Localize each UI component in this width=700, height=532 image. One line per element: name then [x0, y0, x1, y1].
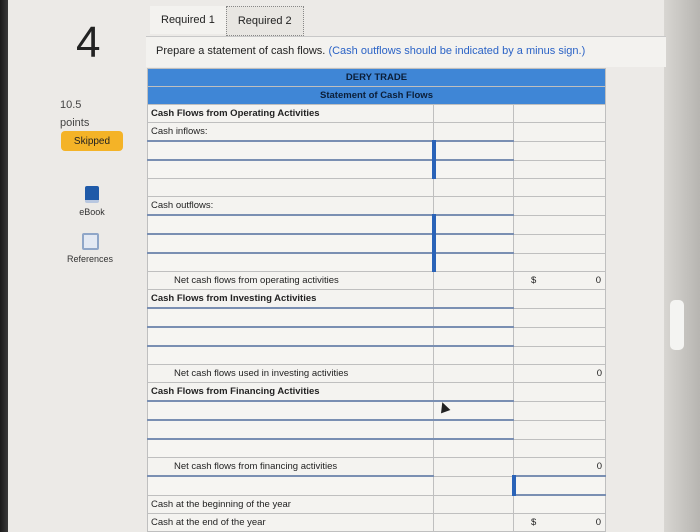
cash-flow-statement [147, 68, 606, 532]
screen-edge-left [0, 0, 8, 532]
table-row [148, 514, 606, 532]
table-row [148, 495, 606, 514]
empty-cell [514, 234, 606, 253]
outflow-amount-input[interactable] [434, 215, 514, 234]
ending-cash-value: 0 [595, 517, 601, 528]
net-change-input[interactable] [148, 476, 434, 495]
inflow-amount-input[interactable] [434, 160, 514, 179]
ebook-label: eBook [79, 207, 105, 217]
empty-cell [514, 290, 606, 309]
empty-cell [514, 179, 606, 197]
empty-cell [514, 123, 606, 142]
table-row [148, 365, 606, 383]
cash-inflows-label: Cash inflows: [148, 123, 434, 142]
empty-cell [434, 458, 514, 477]
table-row [148, 160, 606, 179]
question-number: 4 [76, 18, 101, 67]
investing-amount-input[interactable] [434, 346, 514, 365]
dollar-sign: $ [531, 517, 537, 528]
inflow-item-input[interactable] [148, 141, 434, 160]
empty-cell [434, 514, 514, 532]
table-row [148, 308, 606, 327]
empty-cell [514, 253, 606, 272]
investing-amount-input[interactable] [434, 308, 514, 327]
investing-item-input[interactable] [148, 327, 434, 346]
outflow-amount-input[interactable] [434, 234, 514, 253]
table-row [148, 401, 606, 420]
table-row [148, 141, 606, 160]
financing-item-input[interactable] [148, 401, 434, 420]
ending-cash-label: Cash at the end of the year [148, 514, 434, 532]
investing-amount-input[interactable] [434, 327, 514, 346]
table-row [148, 272, 606, 290]
references-label: References [66, 254, 114, 264]
inflow-item-input[interactable] [148, 160, 434, 179]
financing-amount-input[interactable] [434, 420, 514, 439]
empty-cell [434, 179, 514, 197]
operating-section-title: Cash Flows from Operating Activities [148, 105, 434, 123]
ending-cash-total [514, 514, 606, 532]
empty-cell [434, 383, 514, 402]
screen-edge-right [664, 0, 700, 532]
empty-cell [514, 439, 606, 458]
empty-cell [514, 346, 606, 365]
net-change-amount-input[interactable] [514, 476, 606, 495]
cash-outflows-label: Cash outflows: [148, 197, 434, 216]
financing-section-title: Cash Flows from Financing Activities [148, 383, 434, 402]
empty-cell [514, 141, 606, 160]
references-link[interactable] [60, 233, 120, 264]
ebook-link[interactable] [62, 186, 122, 217]
points-info [60, 96, 89, 132]
investing-item-input[interactable] [148, 308, 434, 327]
tab-required-1[interactable]: Required 1 [150, 6, 226, 34]
empty-cell [514, 197, 606, 216]
net-operating-total [514, 272, 606, 290]
empty-cell [148, 179, 434, 197]
references-icon [82, 233, 99, 250]
instruction-note: (Cash outflows should be indicated by a minus sign.) [328, 45, 586, 57]
empty-cell [514, 308, 606, 327]
net-operating-value: 0 [595, 275, 601, 286]
inflow-amount-input[interactable] [434, 141, 514, 160]
status-badge: Skipped [61, 131, 123, 151]
empty-cell [434, 290, 514, 309]
financing-item-input[interactable] [148, 439, 434, 458]
investing-section-title: Cash Flows from Investing Activities [148, 290, 434, 309]
empty-cell [434, 197, 514, 216]
table-row [148, 234, 606, 253]
empty-cell [514, 401, 606, 420]
empty-cell [514, 420, 606, 439]
net-financing-value: 0 [514, 458, 606, 477]
outflow-item-input[interactable] [148, 253, 434, 272]
net-investing-value: 0 [514, 365, 606, 383]
table-row [148, 458, 606, 477]
empty-cell [434, 123, 514, 142]
ebook-icon [85, 186, 99, 203]
net-operating-label: Net cash flows from operating activities [148, 272, 434, 290]
empty-cell [434, 105, 514, 123]
table-row [148, 215, 606, 234]
net-investing-label: Net cash flows used in investing activities [148, 365, 434, 383]
requirement-tabs [150, 6, 304, 36]
glare-spot [670, 300, 684, 350]
outflow-item-input[interactable] [148, 234, 434, 253]
empty-cell [514, 215, 606, 234]
investing-item-input[interactable] [148, 346, 434, 365]
empty-cell [514, 383, 606, 402]
financing-amount-input[interactable] [434, 439, 514, 458]
empty-cell [514, 160, 606, 179]
instruction-text [156, 45, 585, 57]
beginning-cash-input[interactable] [514, 495, 606, 514]
company-name: DERY TRADE [148, 69, 606, 87]
dollar-sign: $ [531, 275, 537, 286]
empty-cell [514, 105, 606, 123]
table-row [148, 327, 606, 346]
table-row [148, 253, 606, 272]
outflow-item-input[interactable] [148, 215, 434, 234]
points-value: 10.5 [60, 99, 82, 111]
table-row [148, 439, 606, 458]
instruction-main: Prepare a statement of cash flows. [156, 45, 326, 57]
beginning-cash-label: Cash at the beginning of the year [148, 495, 434, 514]
empty-cell [434, 272, 514, 290]
tab-required-2[interactable]: Required 2 [226, 6, 304, 36]
empty-cell [434, 495, 514, 514]
empty-cell [434, 365, 514, 383]
table-row [148, 420, 606, 439]
empty-cell [434, 476, 514, 495]
net-financing-label: Net cash flows from financing activities [148, 458, 434, 477]
financing-item-input[interactable] [148, 420, 434, 439]
statement-title: Statement of Cash Flows [148, 87, 606, 105]
table-row [148, 346, 606, 365]
empty-cell [514, 327, 606, 346]
points-label: points [60, 117, 90, 129]
outflow-amount-input[interactable] [434, 253, 514, 272]
